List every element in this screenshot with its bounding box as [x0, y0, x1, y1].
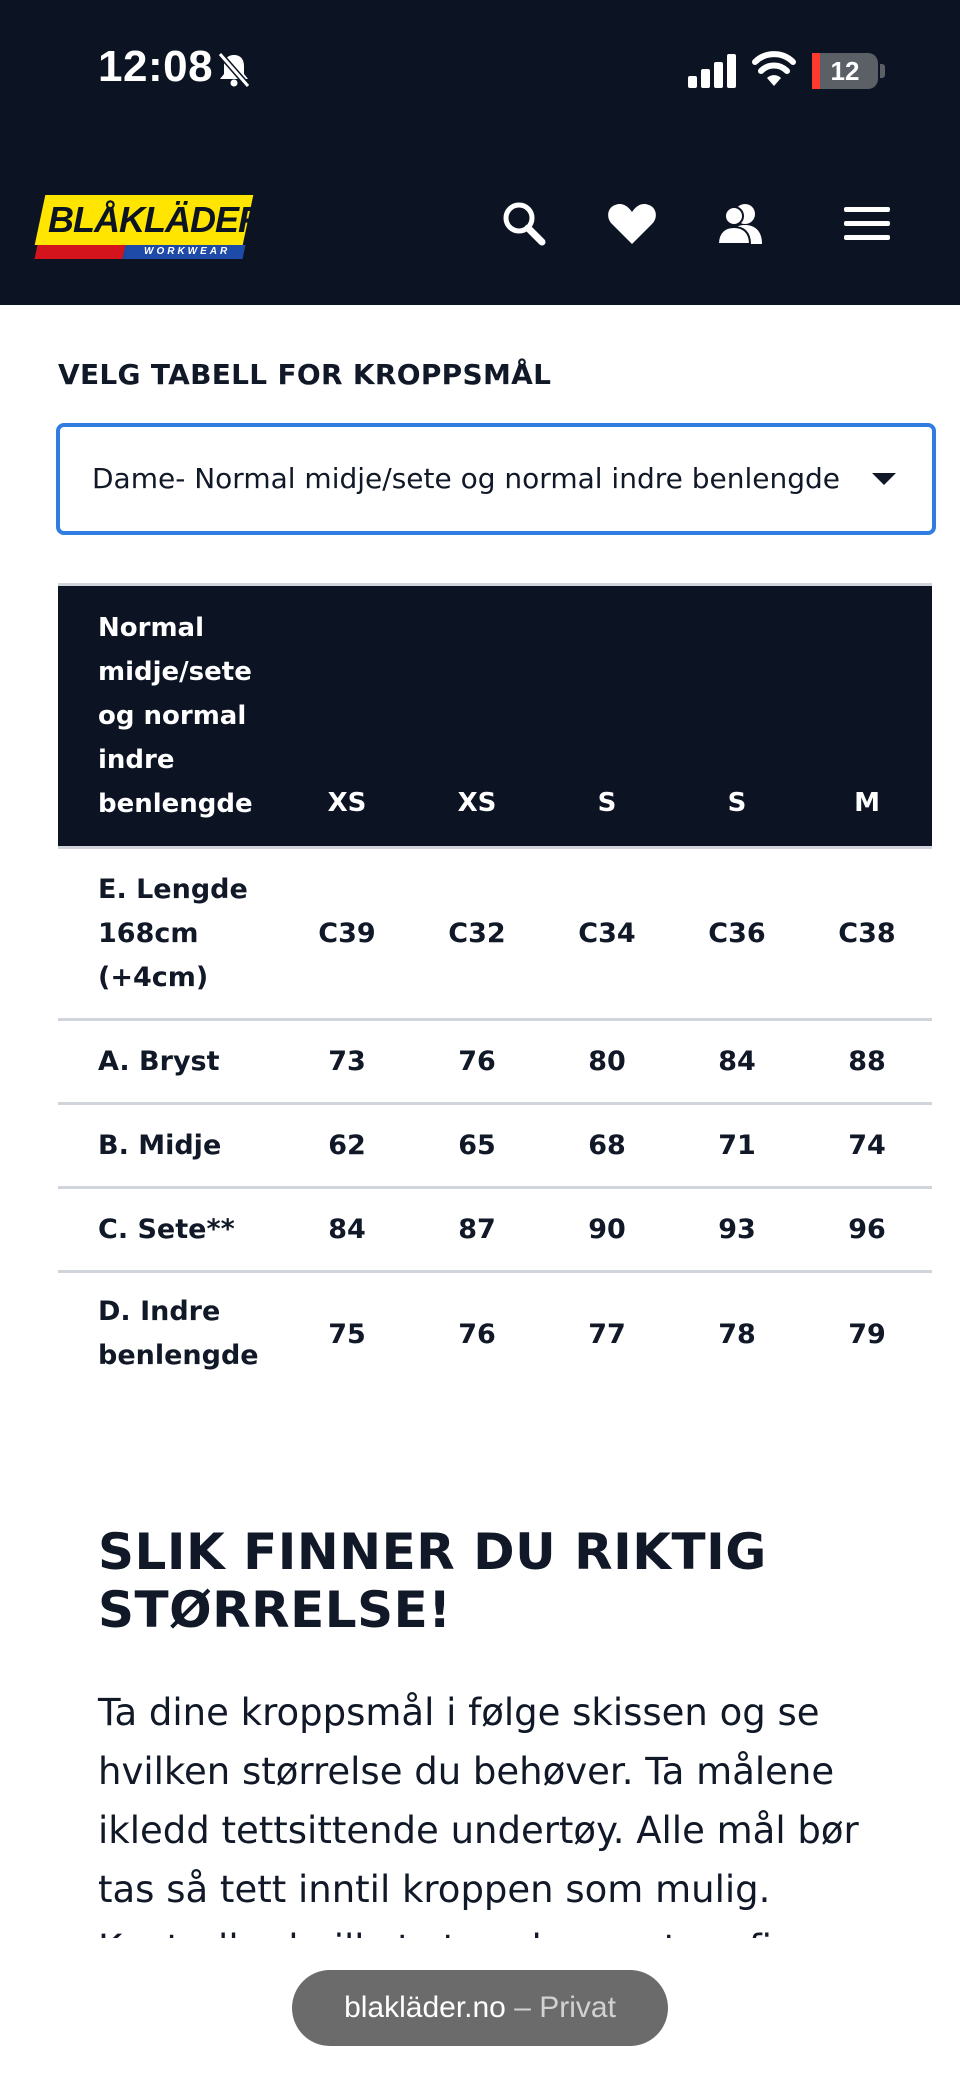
table-cell: C38	[802, 848, 932, 1020]
logo-red-stripe	[35, 245, 126, 259]
table-cell: C39	[282, 848, 412, 1020]
address-bar[interactable]	[292, 1970, 668, 2046]
table-cell: 75	[328, 1318, 366, 1350]
user-icon[interactable]	[712, 196, 768, 252]
table-cell: 65	[412, 1104, 542, 1188]
battery-level: 12	[830, 56, 860, 86]
logo-wordmark: BLÅKLÄDER	[48, 199, 263, 240]
size-guide-text: Ta dine kroppsmål i følge skissen og se hvilken størrelse du behøver. Ta målene ikledd tettsittende undertøy. Alle mål bør tas så tett inntil kroppen som mulig.	[98, 1691, 859, 1911]
table-cell: 90	[542, 1188, 672, 1272]
logo-subtext: WORKWEAR	[144, 246, 231, 257]
row-label: E. Lengde 168cm (+4cm)	[58, 848, 282, 1020]
table-row	[58, 1188, 932, 1272]
size-table-corner-header: Normal midje/sete og normal indre benlengde	[58, 585, 282, 848]
size-column-header: S	[672, 585, 802, 848]
size-column-header: XS	[412, 585, 542, 848]
cellular-signal-icon	[688, 54, 738, 88]
size-selector-label: VELG TABELL FOR KROPPSMÅL	[58, 358, 552, 391]
table-row	[58, 848, 932, 1020]
size-column-header: S	[542, 585, 672, 848]
table-cell: 62	[282, 1104, 412, 1188]
size-table-select-value: Dame- Normal midje/sete og normal indre benlengde	[92, 462, 841, 495]
table-cell: C36	[672, 848, 802, 1020]
chevron-down-icon	[872, 473, 896, 485]
battery-icon	[812, 53, 878, 89]
size-column-header: XS	[282, 585, 412, 848]
wifi-icon	[752, 50, 796, 88]
bell-slash-icon	[214, 50, 254, 90]
table-cell: 76	[412, 1020, 542, 1104]
table-row	[58, 1272, 932, 1396]
table-cell: 80	[542, 1020, 672, 1104]
table-cell: 88	[802, 1020, 932, 1104]
row-label: C. Sete**	[58, 1188, 282, 1272]
battery-tip	[880, 64, 885, 78]
table-cell: 78	[718, 1318, 756, 1350]
size-table	[58, 583, 932, 1396]
table-cell: 76	[458, 1318, 496, 1350]
table-cell: 74	[802, 1104, 932, 1188]
table-cell: C32	[412, 848, 542, 1020]
table-cell: 73	[282, 1020, 412, 1104]
address-separator: –	[514, 1991, 531, 2024]
table-row	[58, 1104, 932, 1188]
address-domain: blakläder.no	[344, 1991, 506, 2024]
table-cell: 84	[282, 1188, 412, 1272]
search-icon[interactable]	[496, 196, 552, 252]
table-row	[58, 1020, 932, 1104]
table-cell: 68	[542, 1104, 672, 1188]
table-cell: C34	[542, 848, 672, 1020]
menu-icon[interactable]	[840, 196, 896, 252]
private-mode-label: Privat	[539, 1991, 616, 2024]
row-label: D. Indre benlengde	[98, 1296, 259, 1372]
row-label: A. Bryst	[58, 1020, 282, 1104]
status-time: 12:08	[98, 42, 214, 91]
table-cell: 96	[802, 1188, 932, 1272]
row-label: B. Midje	[58, 1104, 282, 1188]
table-cell: 79	[848, 1318, 886, 1350]
site-header	[0, 0, 960, 305]
brand-logo[interactable]	[40, 195, 263, 259]
size-column-header: M	[802, 585, 932, 848]
size-guide-heading: SLIK FINNER DU RIKTIG STØRRELSE!	[98, 1523, 767, 1639]
size-table-select[interactable]	[56, 423, 936, 535]
table-cell: 87	[412, 1188, 542, 1272]
table-cell: 71	[672, 1104, 802, 1188]
size-table-header-row	[58, 585, 932, 848]
table-cell: 84	[672, 1020, 802, 1104]
table-cell: 93	[672, 1188, 802, 1272]
table-cell: 77	[588, 1318, 626, 1350]
heart-icon[interactable]	[604, 196, 660, 252]
